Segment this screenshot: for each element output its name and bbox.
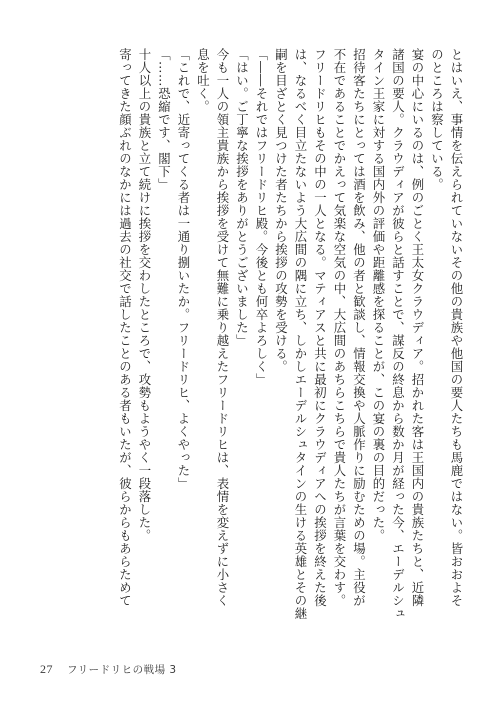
text-line: 招待客たちにとっては酒を飲み、他の者と歓談し、情報交換や人脈作りに励むための場。主役が: [351, 48, 367, 607]
text-line: とはいえ、事情を伝えられていないその他の貴族や他国の要人たちも馬鹿ではない。皆おおよそ: [449, 48, 464, 607]
text-line: 十人以上の貴族と立て続けに挨拶を交わしたところで、攻勢もようやく一段落した。: [137, 48, 152, 542]
text-line: 「……恐縮です、閣下」: [156, 48, 172, 191]
text-line: 不在であることでかえって気楽な空気の中、大広間のあちらこちらで貴人たちが言葉を交わす。: [332, 48, 347, 607]
text-line: 諸国の要人。クラウディアが彼らと話すことで、謀反の終息から数か月が経った今、エーデルシュ: [390, 48, 406, 620]
text-line: フリードリヒもその中の一人となる。マティアスと共に最初にクラウディアへの挨拶を終えた後: [312, 48, 328, 607]
text-line: 「はい。ご丁寧な挨拶をありがとうございました」: [234, 48, 250, 347]
running-title: フリードリヒの戦場 3: [67, 664, 177, 676]
text-line: 「これで、近寄ってくる者は一通り捌いたか。フリードリヒ、よくやった」: [176, 48, 191, 490]
text-line: 息を吐く。: [195, 48, 211, 113]
page-number: 27: [40, 662, 53, 676]
text-line: のところは察している。: [429, 48, 445, 191]
page-footer: [40, 662, 177, 677]
text-line: タイン王家に対する国内外の評価や距離感を探ることが、この宴の裏の目的だった。: [371, 48, 386, 542]
text-line: 「――それではフリードリヒ殿。今後とも何卒よろしく」: [254, 48, 269, 386]
body-text: [38, 48, 466, 626]
text-line: 寄ってきた顔ぶれのなかには過去の社交で話したことのある者もいたが、彼らからもあらためて: [117, 48, 133, 607]
text-line: 宴の中心にいるのは、例のごとく王太女クラウディア。招かれた客は王国内の貴族たちと、近隣: [410, 48, 425, 607]
text-line: は、なるべく目立たないよう大広間の隅に立ち、しかしエーデルシュタインの生ける英雄とその継: [293, 48, 308, 620]
text-line: 今も一人の領主貴族から挨拶を受けて無難に乗り越えたフリードリヒは、表情を変えずに小さく: [215, 48, 230, 607]
text-line: 嗣を目ざとく見つけた者たちから挨拶の攻勢を受ける。: [273, 48, 289, 373]
